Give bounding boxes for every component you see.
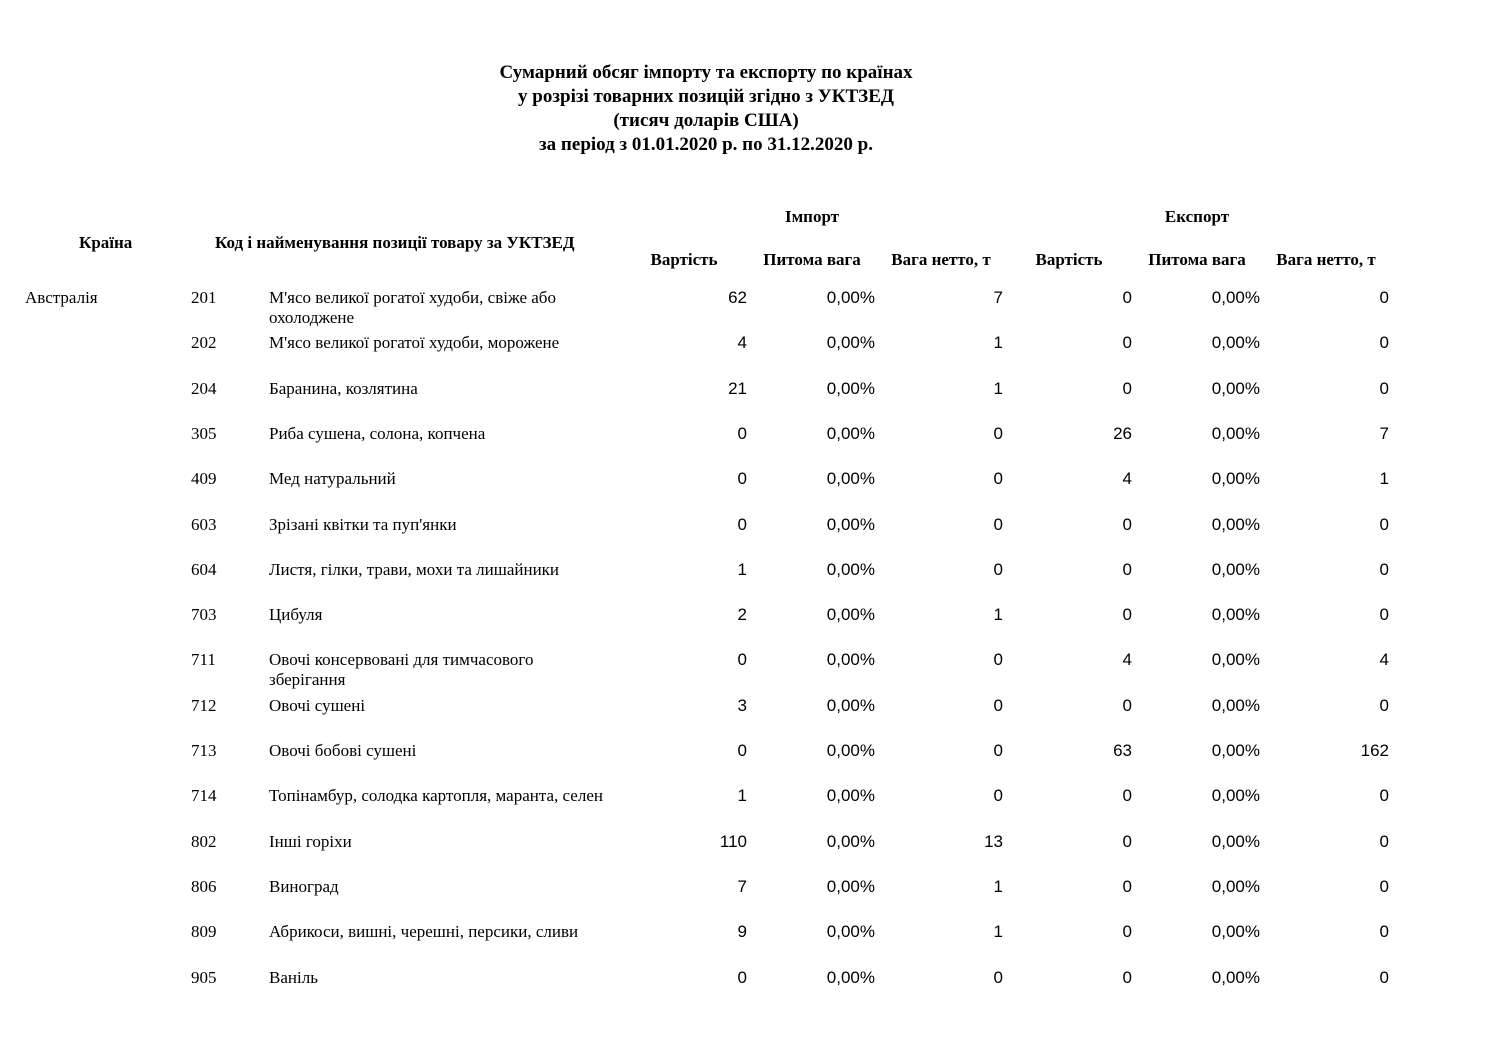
product-name-cell: М'ясо великої рогатої худоби, свіже або охолоджене [269, 288, 556, 327]
title-line-4: за період з 01.01.2020 р. по 31.12.2020 р. [539, 134, 873, 155]
import-weight-cell: 1 [993, 605, 1003, 624]
export-weight-cell: 7 [1379, 424, 1389, 443]
product-name-cell: Цибуля [269, 605, 323, 624]
import-value-cell: 21 [728, 379, 747, 398]
export-share-cell: 0,00% [1211, 333, 1260, 352]
export-share-cell: 0,00% [1211, 650, 1260, 669]
title-line-2: у розрізі товарних позицій згідно з УКТЗЕД [518, 86, 894, 107]
export-weight-cell: 0 [1379, 786, 1389, 805]
import-value-cell: 0 [737, 424, 747, 443]
import-share-cell: 0,00% [826, 922, 875, 941]
import-value-cell: 1 [737, 786, 747, 805]
import-weight-cell: 0 [993, 968, 1003, 987]
product-name-cell: Овочі бобові сушені [269, 741, 417, 760]
import-share-cell: 0,00% [826, 786, 875, 805]
header-country: Країна [79, 233, 133, 252]
import-weight-cell: 13 [984, 832, 1003, 851]
title-line-3: (тисяч доларів США) [613, 110, 799, 131]
export-value-cell: 0 [1122, 288, 1132, 307]
export-value-cell: 0 [1122, 379, 1132, 398]
export-weight-cell: 0 [1379, 922, 1389, 941]
import-weight-cell: 0 [993, 696, 1003, 715]
import-share-cell: 0,00% [826, 424, 875, 443]
export-weight-cell: 0 [1379, 379, 1389, 398]
product-name-cell: Баранина, козлятина [269, 379, 418, 398]
import-share-cell: 0,00% [826, 968, 875, 987]
import-value-cell: 7 [737, 877, 747, 896]
import-share-cell: 0,00% [826, 515, 875, 534]
export-share-cell: 0,00% [1211, 288, 1260, 307]
export-value-cell: 26 [1113, 424, 1132, 443]
export-value-cell: 0 [1122, 696, 1132, 715]
code-cell: 809 [191, 922, 217, 941]
import-weight-cell: 1 [993, 877, 1003, 896]
import-weight-cell: 0 [993, 424, 1003, 443]
import-weight-cell: 7 [993, 288, 1003, 307]
import-value-cell: 2 [737, 605, 747, 624]
import-share-cell: 0,00% [826, 741, 875, 760]
export-share-cell: 0,00% [1211, 605, 1260, 624]
report-title [0, 61, 1412, 157]
header-import-value: Вартість [650, 250, 718, 269]
export-weight-cell: 0 [1379, 696, 1389, 715]
export-share-cell: 0,00% [1211, 786, 1260, 805]
import-value-cell: 110 [719, 832, 747, 851]
product-name-cell: Топінамбур, солодка картопля, маранта, селен [269, 786, 603, 805]
code-cell: 603 [191, 515, 217, 534]
product-name-cell: Овочі консервовані для тимчасового зберігання [269, 650, 534, 689]
export-weight-cell: 0 [1379, 560, 1389, 579]
export-weight-cell: 1 [1379, 469, 1389, 488]
header-export-weight: Вага нетто, т [1276, 250, 1376, 269]
export-weight-cell: 4 [1379, 650, 1389, 669]
import-share-cell: 0,00% [826, 560, 875, 579]
import-share-cell: 0,00% [826, 333, 875, 352]
code-cell: 409 [191, 469, 217, 488]
import-share-cell: 0,00% [826, 288, 875, 307]
export-value-cell: 0 [1122, 515, 1132, 534]
code-cell: 703 [191, 605, 217, 624]
header-import-share: Питома вага [763, 250, 861, 269]
import-value-cell: 0 [737, 469, 747, 488]
import-value-cell: 9 [737, 922, 747, 941]
import-value-cell: 1 [737, 560, 747, 579]
code-cell: 713 [191, 741, 217, 760]
export-share-cell: 0,00% [1211, 379, 1260, 398]
import-share-cell: 0,00% [826, 650, 875, 669]
header-import-weight: Вага нетто, т [891, 250, 991, 269]
export-weight-cell: 0 [1379, 288, 1389, 307]
header-export: Експорт [1164, 207, 1230, 226]
export-value-cell: 0 [1122, 922, 1132, 941]
export-share-cell: 0,00% [1211, 877, 1260, 896]
code-cell: 305 [191, 424, 217, 443]
import-value-cell: 0 [737, 515, 747, 534]
code-cell: 201 [191, 288, 217, 307]
code-cell: 905 [191, 968, 217, 987]
export-value-cell: 63 [1113, 741, 1132, 760]
export-value-cell: 4 [1122, 469, 1132, 488]
import-value-cell: 3 [737, 696, 747, 715]
import-share-cell: 0,00% [826, 696, 875, 715]
product-name-cell: Мед натуральний [269, 469, 396, 488]
export-weight-cell: 0 [1379, 515, 1389, 534]
export-value-cell: 0 [1122, 605, 1132, 624]
product-name-cell: Листя, гілки, трави, мохи та лишайники [269, 560, 560, 579]
country-cell: Австралія [25, 288, 98, 307]
import-share-cell: 0,00% [826, 379, 875, 398]
header-export-share: Питома вага [1148, 250, 1246, 269]
export-weight-cell: 0 [1379, 877, 1389, 896]
export-weight-cell: 162 [1360, 741, 1389, 760]
import-value-cell: 0 [737, 741, 747, 760]
product-name-cell: Ваніль [269, 968, 318, 987]
export-share-cell: 0,00% [1211, 832, 1260, 851]
export-share-cell: 0,00% [1211, 968, 1260, 987]
product-name-cell: М'ясо великої рогатої худоби, морожене [269, 333, 560, 352]
code-cell: 711 [191, 650, 216, 669]
code-cell: 604 [191, 560, 217, 579]
import-weight-cell: 1 [993, 379, 1003, 398]
code-cell: 714 [191, 786, 217, 805]
import-value-cell: 4 [737, 333, 747, 352]
product-name-cell: Абрикоси, вишні, черешні, персики, сливи [269, 922, 579, 941]
import-weight-cell: 1 [993, 922, 1003, 941]
export-share-cell: 0,00% [1211, 515, 1260, 534]
export-share-cell: 0,00% [1211, 424, 1260, 443]
import-share-cell: 0,00% [826, 832, 875, 851]
title-line-1: Сумарний обсяг імпорту та експорту по країнах [499, 62, 913, 83]
export-share-cell: 0,00% [1211, 560, 1260, 579]
import-weight-cell: 0 [993, 515, 1003, 534]
product-name-cell: Овочі сушені [269, 696, 366, 715]
export-weight-cell: 0 [1379, 333, 1389, 352]
export-share-cell: 0,00% [1211, 469, 1260, 488]
import-weight-cell: 0 [993, 560, 1003, 579]
import-share-cell: 0,00% [826, 469, 875, 488]
code-cell: 712 [191, 696, 217, 715]
export-weight-cell: 0 [1379, 605, 1389, 624]
import-weight-cell: 0 [993, 469, 1003, 488]
export-value-cell: 0 [1122, 333, 1132, 352]
export-value-cell: 0 [1122, 786, 1132, 805]
import-value-cell: 62 [728, 288, 747, 307]
code-cell: 204 [191, 379, 217, 398]
import-value-cell: 0 [737, 650, 747, 669]
export-value-cell: 0 [1122, 560, 1132, 579]
import-share-cell: 0,00% [826, 877, 875, 896]
export-share-cell: 0,00% [1211, 696, 1260, 715]
import-weight-cell: 0 [993, 650, 1003, 669]
export-value-cell: 0 [1122, 832, 1132, 851]
product-name-cell: Інші горіхи [269, 832, 352, 851]
header-export-value: Вартість [1035, 250, 1103, 269]
import-weight-cell: 0 [993, 741, 1003, 760]
export-weight-cell: 0 [1379, 832, 1389, 851]
header-import: Імпорт [784, 207, 840, 226]
import-weight-cell: 1 [993, 333, 1003, 352]
product-name-cell: Зрізані квітки та пуп'янки [269, 515, 457, 534]
export-share-cell: 0,00% [1211, 922, 1260, 941]
export-weight-cell: 0 [1379, 968, 1389, 987]
code-cell: 802 [191, 832, 217, 851]
export-value-cell: 0 [1122, 968, 1132, 987]
code-cell: 202 [191, 333, 217, 352]
code-cell: 806 [191, 877, 217, 896]
product-name-cell: Виноград [269, 877, 339, 896]
product-name-cell: Риба сушена, солона, копчена [269, 424, 486, 443]
import-weight-cell: 0 [993, 786, 1003, 805]
header-code-name: Код і найменування позиції товару за УКТЗЕД [215, 233, 575, 252]
import-value-cell: 0 [737, 968, 747, 987]
export-value-cell: 0 [1122, 877, 1132, 896]
import-share-cell: 0,00% [826, 605, 875, 624]
export-value-cell: 4 [1122, 650, 1132, 669]
export-share-cell: 0,00% [1211, 741, 1260, 760]
